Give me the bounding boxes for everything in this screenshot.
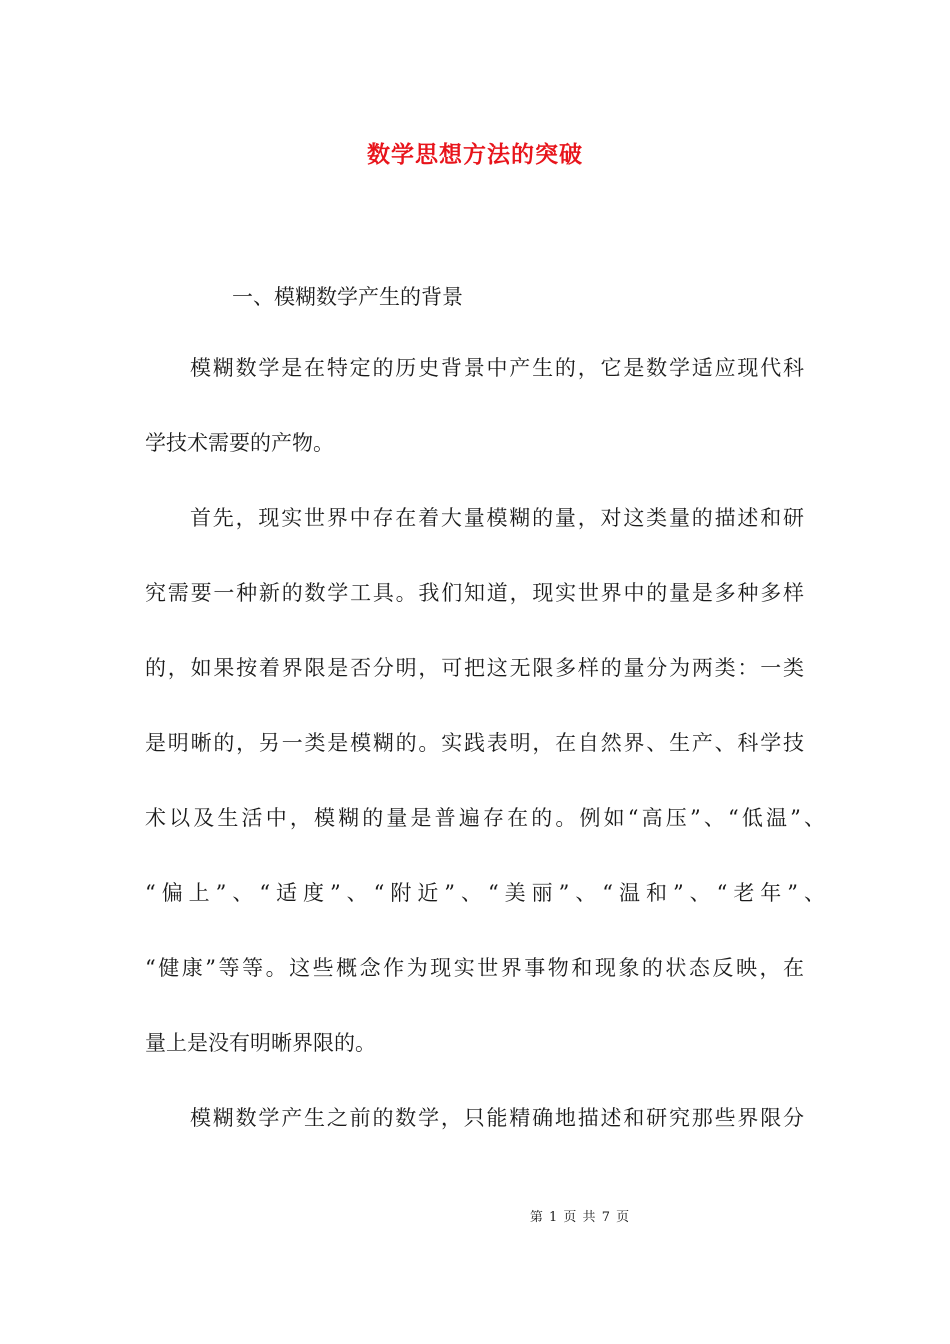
paragraph-line: 量上是没有明晰界限的。 [145, 1031, 376, 1055]
paragraph-line: “偏上”、“适度”、“附近”、“美丽”、“温和”、“老年”、 [145, 881, 825, 905]
paragraph-line: 是明晰的，另一类是模糊的。实践表明，在自然界、生产、科学技 [145, 731, 804, 755]
paragraph-line: “健康”等等。这些概念作为现实世界事物和现象的状态反映，在 [145, 956, 804, 980]
document-title: 数学思想方法的突破 [367, 141, 583, 168]
page-footer: 第 1 页 共 7 页 [529, 1210, 631, 1225]
paragraph-line: 究需要一种新的数学工具。我们知道，现实世界中的量是多种多样 [145, 581, 804, 605]
paragraph-line: 首先，现实世界中存在着大量模糊的量，对这类量的描述和研 [190, 506, 804, 530]
paragraph-line: 模糊数学是在特定的历史背景中产生的，它是数学适应现代科 [190, 356, 804, 380]
paragraph-line: 学技术需要的产物。 [145, 431, 334, 455]
section-heading: 一、模糊数学产生的背景 [232, 285, 463, 309]
paragraph-line: 的，如果按着界限是否分明，可把这无限多样的量分为两类：一类 [145, 656, 804, 680]
paragraph-line: 模糊数学产生之前的数学，只能精确地描述和研究那些界限分 [190, 1106, 804, 1130]
paragraph-line: 术以及生活中，模糊的量是普遍存在的。例如“高压”、“低温”、 [145, 806, 825, 830]
